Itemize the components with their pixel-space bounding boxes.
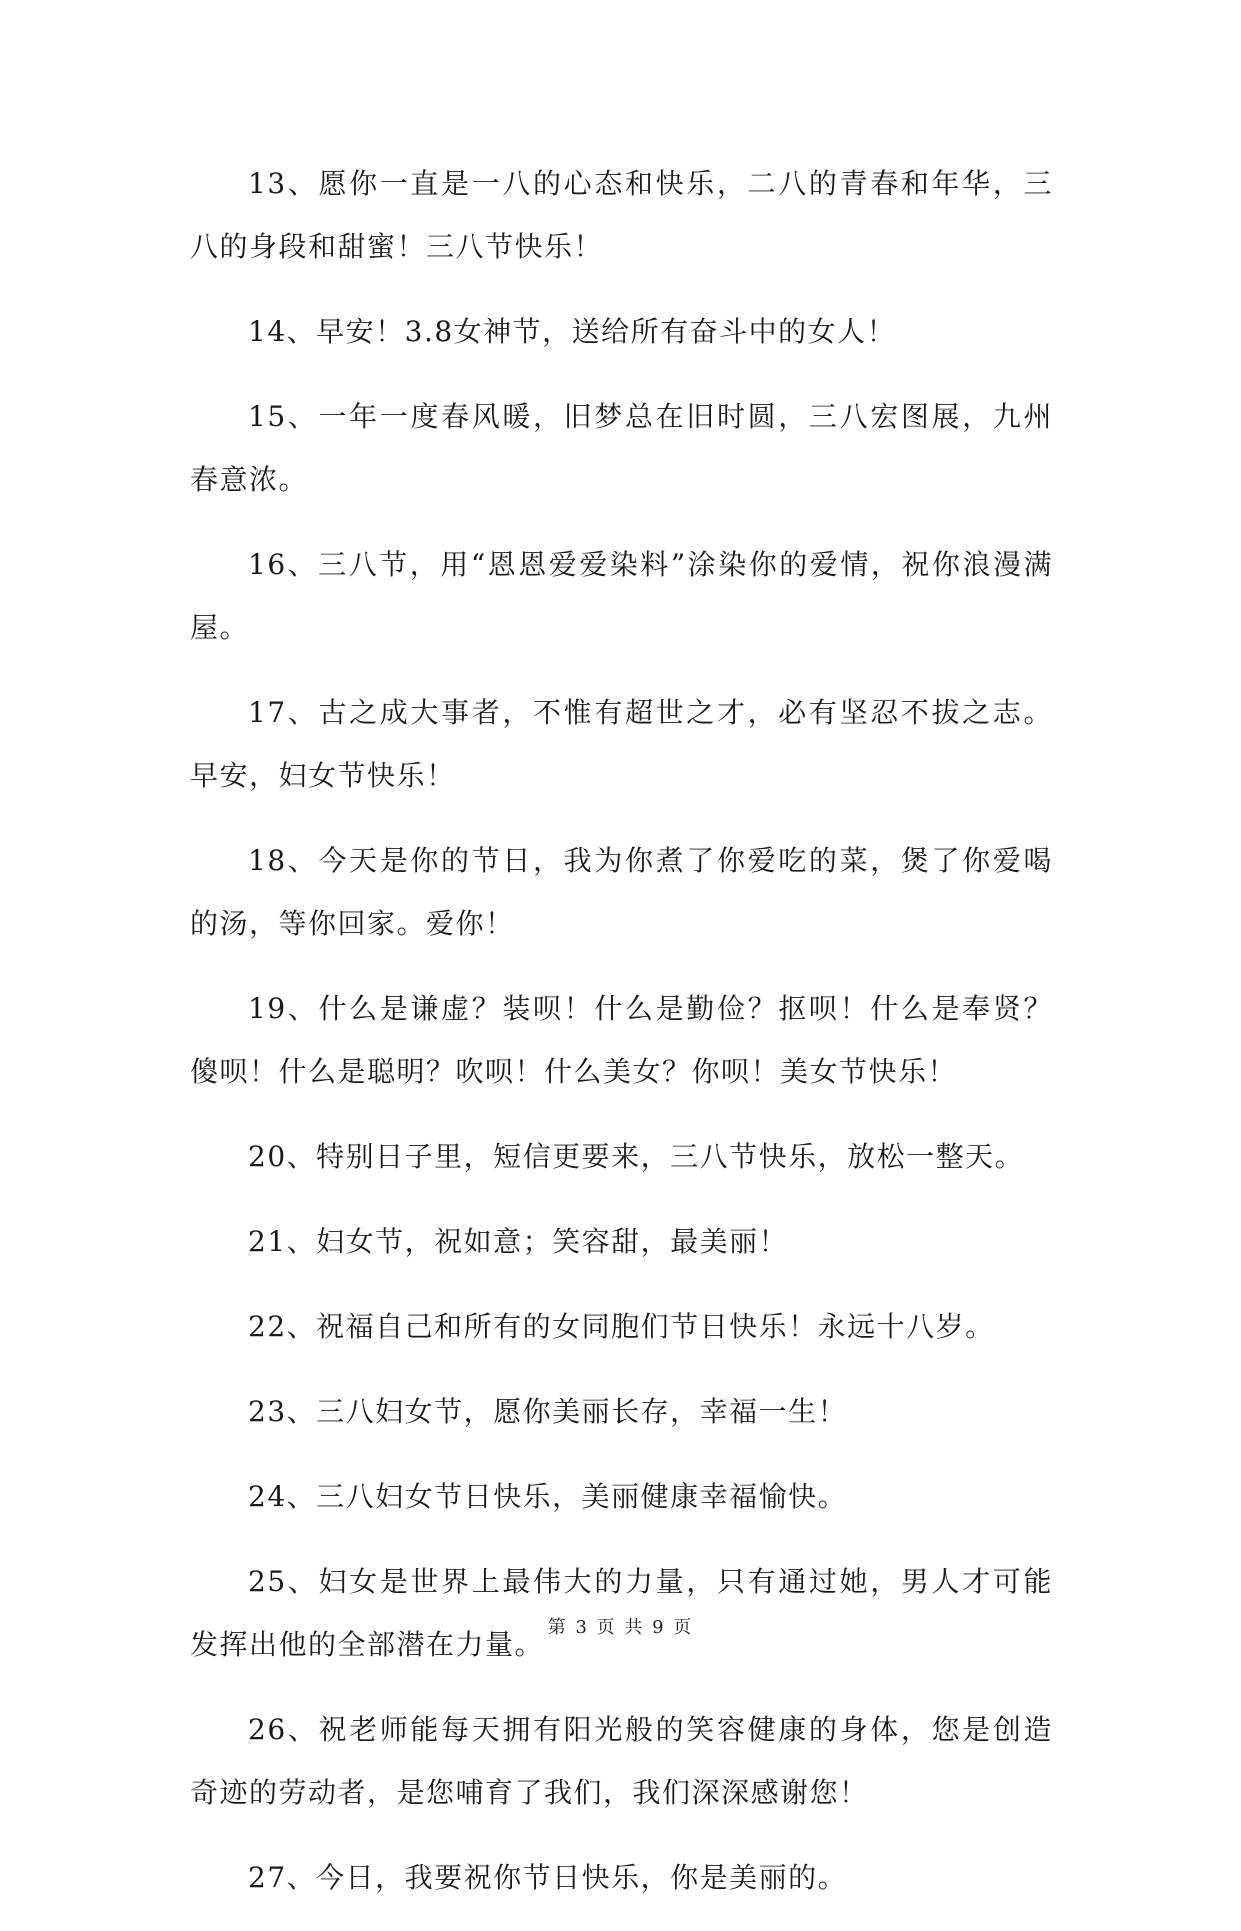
paragraph-23: 23、三八妇女节，愿你美丽长存，幸福一生！ <box>248 1395 848 1428</box>
paragraph-19: 19、什么是谦虚？装呗！什么是勤俭？抠呗！什么是奉贤？傻呗！什么是聪明？吹呗！什么美女？你呗！美女节快乐！ <box>190 992 1053 1088</box>
paragraph-26: 26、祝老师能每天拥有阳光般的笑容健康的身体，您是创造奇迹的劳动者，是您哺育了我们，我们深深感谢您！ <box>190 1713 1053 1809</box>
paragraph-17: 17、古之成大事者，不惟有超世之才，必有坚忍不拔之志。早安，妇女节快乐！ <box>190 696 1053 792</box>
paragraph-15: 15、一年一度春风暖，旧梦总在旧时圆，三八宏图展，九州春意浓。 <box>190 400 1053 496</box>
paragraph-27: 27、今日，我要祝你节日快乐，你是美丽的。 <box>248 1861 848 1894</box>
paragraph-25: 25、妇女是世界上最伟大的力量，只有通过她，男人才可能发挥出他的全部潜在力量。 <box>190 1565 1053 1661</box>
paragraph-22: 22、祝福自己和所有的女同胞们节日快乐！永远十八岁。 <box>248 1310 995 1343</box>
paragraph-24: 24、三八妇女节日快乐，美丽健康幸福愉快。 <box>248 1480 848 1513</box>
paragraph-18: 18、今天是你的节日，我为你煮了你爱吃的菜，煲了你爱喝的汤，等你回家。爱你！ <box>190 844 1053 940</box>
paragraph-14: 14、早安！3.8女神节，送给所有奋斗中的女人！ <box>248 315 897 348</box>
document-body <box>190 152 1053 1931</box>
page-number-footer: 第 3 页 共 9 页 <box>547 1617 694 1638</box>
paragraph-21: 21、妇女节，祝如意；笑容甜，最美丽！ <box>248 1225 789 1258</box>
paragraph-16: 16、三八节，用“恩恩爱爱染料”涂染你的爱情，祝你浪漫满屋。 <box>190 548 1053 644</box>
paragraph-13: 13、愿你一直是一八的心态和快乐，二八的青春和年华，三八的身段和甜蜜！三八节快乐！ <box>190 167 1053 263</box>
paragraph-20: 20、特别日子里，短信更要来，三八节快乐，放松一整天。 <box>248 1140 1025 1173</box>
